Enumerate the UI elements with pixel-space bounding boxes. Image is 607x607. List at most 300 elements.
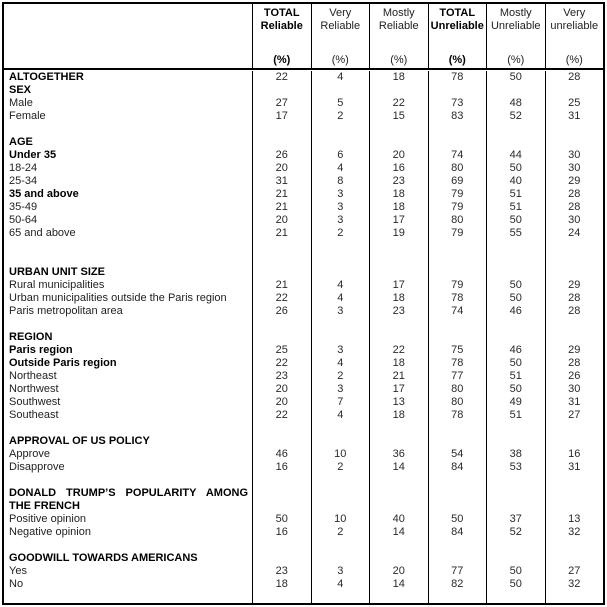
cell-value: 46	[486, 344, 545, 357]
cell-value	[311, 487, 370, 513]
cell-value	[369, 435, 428, 448]
column-header-very-unreliable	[545, 4, 604, 68]
cell-value	[252, 136, 311, 149]
row-label: GOODWILL TOWARDS AMERICANS	[9, 552, 198, 564]
table-row	[4, 565, 603, 578]
cell-value: 18	[369, 201, 428, 214]
cell-value: 16	[369, 162, 428, 175]
cell-value: 7	[311, 396, 370, 409]
cell-value	[252, 253, 311, 266]
cell-value: 30	[545, 214, 604, 227]
cell-value: 22	[252, 409, 311, 422]
row-label	[4, 253, 252, 266]
cell-value: 3	[311, 305, 370, 318]
table-row	[4, 292, 603, 305]
cell-value: 17	[252, 110, 311, 123]
cell-value: 4	[311, 71, 370, 84]
cell-value: 23	[369, 175, 428, 188]
cell-value	[486, 240, 545, 253]
cell-value	[369, 253, 428, 266]
cell-value	[252, 84, 311, 97]
row-label: Negative opinion	[9, 526, 91, 538]
table-row	[4, 591, 603, 604]
cell-value: 79	[428, 227, 487, 240]
cell-value: 31	[545, 110, 604, 123]
row-label: 35-49	[9, 201, 38, 213]
table-row	[4, 162, 603, 175]
cell-value: 73	[428, 97, 487, 110]
cell-value	[369, 266, 428, 279]
cell-value: 50	[486, 565, 545, 578]
cell-value	[545, 435, 604, 448]
row-label: 25-34	[9, 175, 38, 187]
cell-value	[545, 539, 604, 552]
cell-value: 30	[545, 162, 604, 175]
cell-value: 50	[486, 71, 545, 84]
table-header	[4, 4, 603, 70]
cell-value: 74	[428, 149, 487, 162]
table-row	[4, 578, 603, 591]
percent-sign-label: (%)	[273, 54, 291, 66]
cell-value	[486, 84, 545, 97]
cell-value	[428, 552, 487, 565]
row-label: Northeast	[9, 370, 57, 382]
cell-value: 18	[369, 292, 428, 305]
cell-value: 44	[486, 149, 545, 162]
row-label: SEX	[9, 84, 32, 96]
cell-value: 46	[486, 305, 545, 318]
cell-value: 3	[311, 214, 370, 227]
table-row	[4, 188, 603, 201]
table-row	[4, 97, 603, 110]
cell-value: 49	[486, 396, 545, 409]
cell-value: 17	[369, 383, 428, 396]
cell-value: 78	[428, 292, 487, 305]
cell-value: 22	[252, 71, 311, 84]
cell-value: 28	[545, 201, 604, 214]
cell-value	[311, 591, 370, 604]
cell-value	[252, 435, 311, 448]
cell-value: 27	[545, 409, 604, 422]
cell-value: 46	[252, 448, 311, 461]
cell-value	[311, 331, 370, 344]
row-label: REGION	[9, 331, 53, 343]
cell-value: 50	[486, 279, 545, 292]
cell-value: 4	[311, 279, 370, 292]
cell-value: 25	[252, 344, 311, 357]
cell-value: 51	[486, 370, 545, 383]
cell-value: 78	[428, 357, 487, 370]
cell-value: 20	[369, 565, 428, 578]
cell-value: 50	[486, 214, 545, 227]
row-label	[4, 240, 252, 253]
row-label: 35 and above	[9, 188, 79, 200]
row-label	[4, 591, 252, 604]
cell-value	[428, 84, 487, 97]
cell-value: 3	[311, 383, 370, 396]
cell-value	[252, 266, 311, 279]
row-label: Urban municipalities outside the Paris region	[9, 292, 227, 304]
cell-value: 20	[252, 396, 311, 409]
row-label: 18-24	[9, 162, 38, 174]
cell-value: 4	[311, 357, 370, 370]
cell-value	[545, 474, 604, 487]
column-header-label: Mostly Reliable	[378, 7, 419, 32]
cell-value	[428, 487, 487, 513]
cell-value: 30	[545, 383, 604, 396]
table-row	[4, 136, 603, 149]
cell-value: 2	[311, 526, 370, 539]
cell-value: 4	[311, 578, 370, 591]
row-label: AGE	[9, 136, 33, 148]
cell-value	[311, 123, 370, 136]
column-header-label: Mostly Unreliable	[490, 7, 541, 32]
cell-value	[311, 84, 370, 97]
table-row	[4, 513, 603, 526]
table-row	[4, 370, 603, 383]
cell-value	[428, 422, 487, 435]
cell-value: 21	[252, 188, 311, 201]
cell-value: 21	[252, 201, 311, 214]
row-label: Northwest	[9, 383, 59, 395]
cell-value	[369, 318, 428, 331]
cell-value: 69	[428, 175, 487, 188]
cell-value	[311, 552, 370, 565]
cell-value	[486, 552, 545, 565]
cell-value	[369, 84, 428, 97]
cell-value: 21	[252, 279, 311, 292]
cell-value: 23	[252, 370, 311, 383]
cell-value: 78	[428, 409, 487, 422]
cell-value: 32	[545, 578, 604, 591]
table-row	[4, 84, 603, 97]
cell-value	[486, 266, 545, 279]
cell-value: 2	[311, 110, 370, 123]
table-row	[4, 422, 603, 435]
table-row	[4, 526, 603, 539]
cell-value: 4	[311, 162, 370, 175]
cell-value	[486, 123, 545, 136]
cell-value: 53	[486, 461, 545, 474]
cell-value: 22	[252, 357, 311, 370]
cell-value: 14	[369, 578, 428, 591]
cell-value: 77	[428, 565, 487, 578]
row-label	[4, 539, 252, 552]
cell-value	[369, 136, 428, 149]
cell-value: 22	[252, 292, 311, 305]
table-row	[4, 461, 603, 474]
cell-value	[545, 591, 604, 604]
table-row	[4, 175, 603, 188]
row-label: Yes	[9, 565, 27, 577]
cell-value: 22	[369, 344, 428, 357]
cell-value	[545, 331, 604, 344]
row-label: Paris metropolitan area	[9, 305, 123, 317]
cell-value: 83	[428, 110, 487, 123]
cell-value: 27	[545, 565, 604, 578]
cell-value	[545, 487, 604, 513]
cell-value	[311, 422, 370, 435]
cell-value: 51	[486, 188, 545, 201]
cell-value: 50	[486, 578, 545, 591]
row-label: Rural municipalities	[9, 279, 105, 291]
row-label: Approve	[9, 448, 50, 460]
cell-value: 52	[486, 110, 545, 123]
table-body	[4, 70, 603, 604]
row-label	[4, 123, 252, 136]
cell-value: 31	[252, 175, 311, 188]
cell-value: 75	[428, 344, 487, 357]
cell-value: 14	[369, 461, 428, 474]
cell-value: 17	[369, 214, 428, 227]
cell-value: 25	[545, 97, 604, 110]
cell-value: 21	[252, 227, 311, 240]
cell-value: 20	[252, 383, 311, 396]
cell-value: 18	[369, 409, 428, 422]
cell-value: 31	[545, 461, 604, 474]
cell-value	[486, 422, 545, 435]
cell-value: 20	[369, 149, 428, 162]
cell-value: 18	[369, 188, 428, 201]
cell-value: 28	[545, 292, 604, 305]
cell-value: 18	[369, 71, 428, 84]
cell-value	[428, 539, 487, 552]
row-label: 65 and above	[9, 227, 76, 239]
table-row	[4, 214, 603, 227]
row-label: URBAN UNIT SIZE	[9, 266, 105, 278]
cell-value: 3	[311, 344, 370, 357]
row-label	[4, 422, 252, 435]
cell-value: 80	[428, 396, 487, 409]
cell-value	[486, 487, 545, 513]
table-row	[4, 71, 603, 84]
cell-value: 38	[486, 448, 545, 461]
row-label: APPROVAL OF US POLICY	[9, 435, 150, 447]
cell-value	[252, 331, 311, 344]
row-label: Under 35	[9, 149, 57, 161]
row-label: Paris region	[9, 344, 73, 356]
cell-value	[545, 253, 604, 266]
table-row	[4, 357, 603, 370]
cell-value: 18	[369, 357, 428, 370]
cell-value: 14	[369, 526, 428, 539]
cell-value: 3	[311, 565, 370, 578]
cell-value: 17	[369, 279, 428, 292]
cell-value: 2	[311, 227, 370, 240]
percent-sign-label: (%)	[448, 54, 466, 66]
cell-value: 54	[428, 448, 487, 461]
cell-value: 74	[428, 305, 487, 318]
cell-value: 18	[252, 578, 311, 591]
cell-value: 80	[428, 214, 487, 227]
cell-value: 26	[252, 149, 311, 162]
cell-value: 26	[545, 370, 604, 383]
column-header-total-reliable	[252, 4, 311, 68]
cell-value: 40	[369, 513, 428, 526]
cell-value	[311, 435, 370, 448]
cell-value: 10	[311, 513, 370, 526]
table-row	[4, 448, 603, 461]
cell-value	[252, 487, 311, 513]
cell-value	[311, 474, 370, 487]
cell-value	[369, 331, 428, 344]
percent-sign-label: (%)	[390, 54, 408, 66]
cell-value	[545, 266, 604, 279]
column-header-label: Very unreliable	[550, 7, 599, 32]
cell-value: 37	[486, 513, 545, 526]
cell-value	[545, 123, 604, 136]
cell-value: 20	[252, 214, 311, 227]
cell-value: 84	[428, 526, 487, 539]
cell-value: 29	[545, 279, 604, 292]
cell-value: 51	[486, 409, 545, 422]
table-row	[4, 253, 603, 266]
column-header-total-unreliable	[428, 4, 487, 68]
cell-value	[486, 136, 545, 149]
cell-value: 13	[545, 513, 604, 526]
cell-value: 28	[545, 357, 604, 370]
cell-value	[486, 539, 545, 552]
table-row	[4, 552, 603, 565]
table-row	[4, 110, 603, 123]
table-row	[4, 487, 603, 513]
cell-value: 19	[369, 227, 428, 240]
row-label: Outside Paris region	[9, 357, 117, 369]
cell-value	[369, 474, 428, 487]
cell-value: 28	[545, 305, 604, 318]
cell-value: 79	[428, 279, 487, 292]
column-header-label: TOTAL Reliable	[260, 7, 303, 32]
table-row	[4, 344, 603, 357]
cell-value: 80	[428, 162, 487, 175]
cell-value	[428, 591, 487, 604]
cell-value	[369, 487, 428, 513]
cell-value: 24	[545, 227, 604, 240]
cell-value: 6	[311, 149, 370, 162]
cell-value: 16	[252, 461, 311, 474]
cell-value	[545, 422, 604, 435]
cell-value	[252, 539, 311, 552]
cell-value	[311, 240, 370, 253]
row-label: 50-64	[9, 214, 38, 226]
table-row	[4, 435, 603, 448]
cell-value: 79	[428, 201, 487, 214]
table-row	[4, 474, 603, 487]
cell-value: 23	[252, 565, 311, 578]
cell-value: 28	[545, 188, 604, 201]
table-row	[4, 279, 603, 292]
cell-value: 29	[545, 344, 604, 357]
cell-value	[545, 84, 604, 97]
cell-value: 52	[486, 526, 545, 539]
cell-value: 3	[311, 201, 370, 214]
table-row	[4, 227, 603, 240]
cell-value	[252, 318, 311, 331]
cell-value	[252, 123, 311, 136]
cell-value	[428, 240, 487, 253]
cell-value: 23	[369, 305, 428, 318]
table-row	[4, 318, 603, 331]
cell-value: 79	[428, 188, 487, 201]
cell-value: 3	[311, 188, 370, 201]
cell-value	[428, 318, 487, 331]
row-label: Southeast	[9, 409, 59, 421]
cell-value: 50	[428, 513, 487, 526]
table-row	[4, 396, 603, 409]
cell-value: 28	[545, 71, 604, 84]
cell-value	[369, 591, 428, 604]
cell-value: 26	[252, 305, 311, 318]
cell-value: 32	[545, 526, 604, 539]
cell-value	[369, 240, 428, 253]
cell-value	[428, 253, 487, 266]
cell-value: 13	[369, 396, 428, 409]
survey-table	[2, 2, 605, 605]
cell-value: 36	[369, 448, 428, 461]
cell-value	[428, 136, 487, 149]
cell-value	[545, 240, 604, 253]
cell-value: 51	[486, 201, 545, 214]
cell-value: 16	[252, 526, 311, 539]
cell-value: 4	[311, 409, 370, 422]
table-row	[4, 266, 603, 279]
cell-value: 50	[486, 383, 545, 396]
header-corner-cell	[4, 4, 252, 68]
cell-value: 15	[369, 110, 428, 123]
row-label: ALTOGETHER	[9, 71, 84, 83]
cell-value	[428, 331, 487, 344]
cell-value	[428, 266, 487, 279]
column-header-mostly-unreliable	[486, 4, 545, 68]
row-label: Southwest	[9, 396, 61, 408]
cell-value: 84	[428, 461, 487, 474]
cell-value: 82	[428, 578, 487, 591]
column-header-mostly-reliable	[369, 4, 428, 68]
cell-value	[252, 474, 311, 487]
row-label: No	[9, 578, 24, 590]
cell-value	[545, 318, 604, 331]
cell-value: 21	[369, 370, 428, 383]
cell-value: 50	[486, 357, 545, 370]
cell-value: 55	[486, 227, 545, 240]
cell-value: 77	[428, 370, 487, 383]
table-row	[4, 123, 603, 136]
cell-value: 8	[311, 175, 370, 188]
cell-value	[486, 331, 545, 344]
cell-value	[486, 474, 545, 487]
cell-value	[545, 552, 604, 565]
cell-value: 31	[545, 396, 604, 409]
row-label: Female	[9, 110, 46, 122]
column-header-very-reliable	[311, 4, 370, 68]
cell-value	[486, 318, 545, 331]
cell-value	[252, 552, 311, 565]
cell-value: 50	[486, 162, 545, 175]
percent-sign-label: (%)	[331, 54, 349, 66]
cell-value	[428, 435, 487, 448]
cell-value: 16	[545, 448, 604, 461]
cell-value	[311, 539, 370, 552]
row-label	[4, 474, 252, 487]
cell-value: 50	[252, 513, 311, 526]
table-row	[4, 305, 603, 318]
percent-sign-label: (%)	[507, 54, 525, 66]
cell-value	[486, 253, 545, 266]
percent-sign-label: (%)	[565, 54, 583, 66]
row-label	[4, 318, 252, 331]
row-label: Male	[9, 97, 33, 109]
cell-value: 48	[486, 97, 545, 110]
